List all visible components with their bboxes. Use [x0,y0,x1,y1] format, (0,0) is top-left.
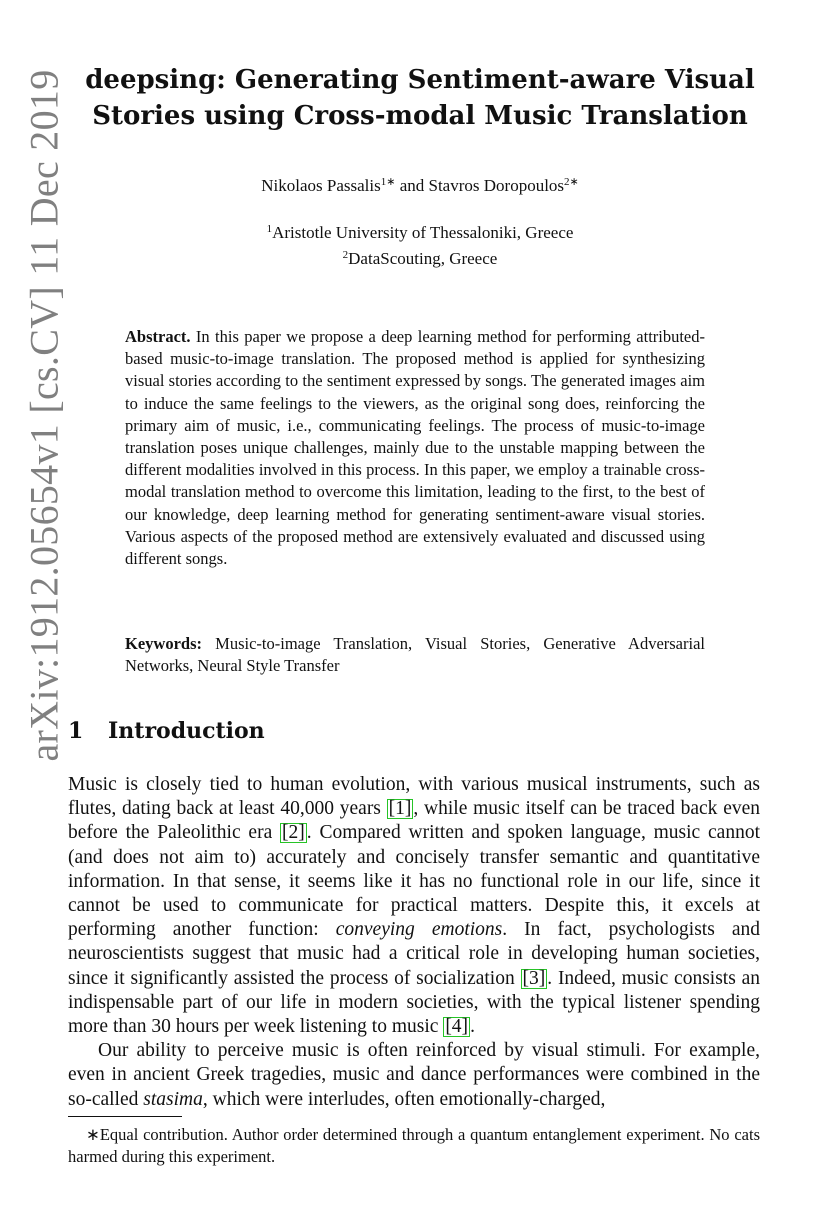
arxiv-id: arXiv:1912.05654v1 [cs.CV] 11 Dec 2019 [21,68,67,762]
emphasis: conveying emotions [335,919,503,941]
paragraph [68,773,760,1039]
body-text [68,773,760,1112]
affiliation-text: DataScouting, Greece [348,249,498,268]
abstract-text: In this paper we propose a deep learning method for performing attributed-based music-to-image translation. The proposed method is applied for synthesizing visual stories according to the sentiment expressed by songs. The generated images aim to induce the same feelings to the viewers, as the original song does, reinforcing the primary aim of music, i.e., communicating feelings. The process of music-to-image translation poses unique challenges, mainly due to the unstable mapping between the different modalities involved in this process. In this paper, we employ a trainable cross-modal translation method to overcome this limitation, leading to the first, to the best of our knowledge, deep learning method for generating sentiment-aware visual stories. Various aspects of the proposed method are extensively evaluated and discussed using different songs. [125,327,706,569]
keywords-label: Keywords: [125,634,202,653]
affiliation [60,244,780,270]
author-name: Stavros Doropoulos [428,176,565,195]
citation-link[interactable]: [3] [522,967,546,989]
text-run: Our ability to perceive music is often reinforced by visual stimuli. For example, even in ancient Greek tragedies, music and dance performances were combined in the so-called [68,1040,760,1110]
text-run: . Indeed, music consists an indispensable part of our life in modern societies, with the typical listener spending more than 30 hours per week listening to music [68,967,760,1038]
citation-link[interactable]: [1] [388,798,412,820]
arxiv-stamp [14,60,74,770]
author-line [60,175,780,196]
affiliation [60,218,780,244]
section-number: 1 [68,718,84,744]
keywords-text: Music-to-image Translation, Visual Stories, Generative Adversarial Networks, Neural Style Transfer [125,634,705,675]
section-heading [68,718,265,744]
abstract [125,326,705,570]
keywords [125,633,705,677]
footnote: ∗Equal contribution. Author order determined through a quantum entanglement experiment. No cats harmed during this experiment. [68,1125,760,1166]
affiliation-mark: 1 [266,223,273,235]
text-run: , while music itself can be traced back even before the Paleolithic era [68,798,761,844]
affiliation-mark: 2 [342,249,349,261]
citation-link[interactable]: [4] [445,1016,469,1038]
author-connector: and [399,176,425,195]
text-run: . Compared written and spoken language, music cannot (and does not aim to) accurately and concisely transfer semantic and quantitative information. In that sense, it seems like it has no functional role in our life, since it cannot be used to communicate for practical matters. Despite this, it excels at performing another function: [68,822,760,941]
author-mark: 1∗ [380,176,396,188]
text-run: , which were interludes, often emotionally-charged, [202,1088,606,1110]
footnote-rule [68,1116,182,1117]
emphasis: stasima [143,1088,203,1110]
text-run: Music is closely tied to human evolution, with various musical instruments, such as flutes, dating back at least 40,000 years [68,774,760,820]
section-title: Introduction [108,718,265,744]
paragraph [68,1039,760,1112]
affiliations [60,218,780,270]
affiliation-text: Aristotle University of Thessaloniki, Greece [272,223,574,242]
text-run: . In fact, psychologists and neuroscientists suggest that music had a critical role in developing human societies, since it significantly assisted the process of socialization [68,919,760,989]
paper-title: deepsing: Generating Sentiment-aware Visual Stories using Cross-modal Music Translation [85,65,755,131]
citation-link[interactable]: [2] [282,822,305,844]
abstract-label: Abstract. [125,327,191,346]
text-run: . [470,1016,475,1038]
author-name: Nikolaos Passalis [261,176,381,195]
author-mark: 2∗ [564,176,579,188]
